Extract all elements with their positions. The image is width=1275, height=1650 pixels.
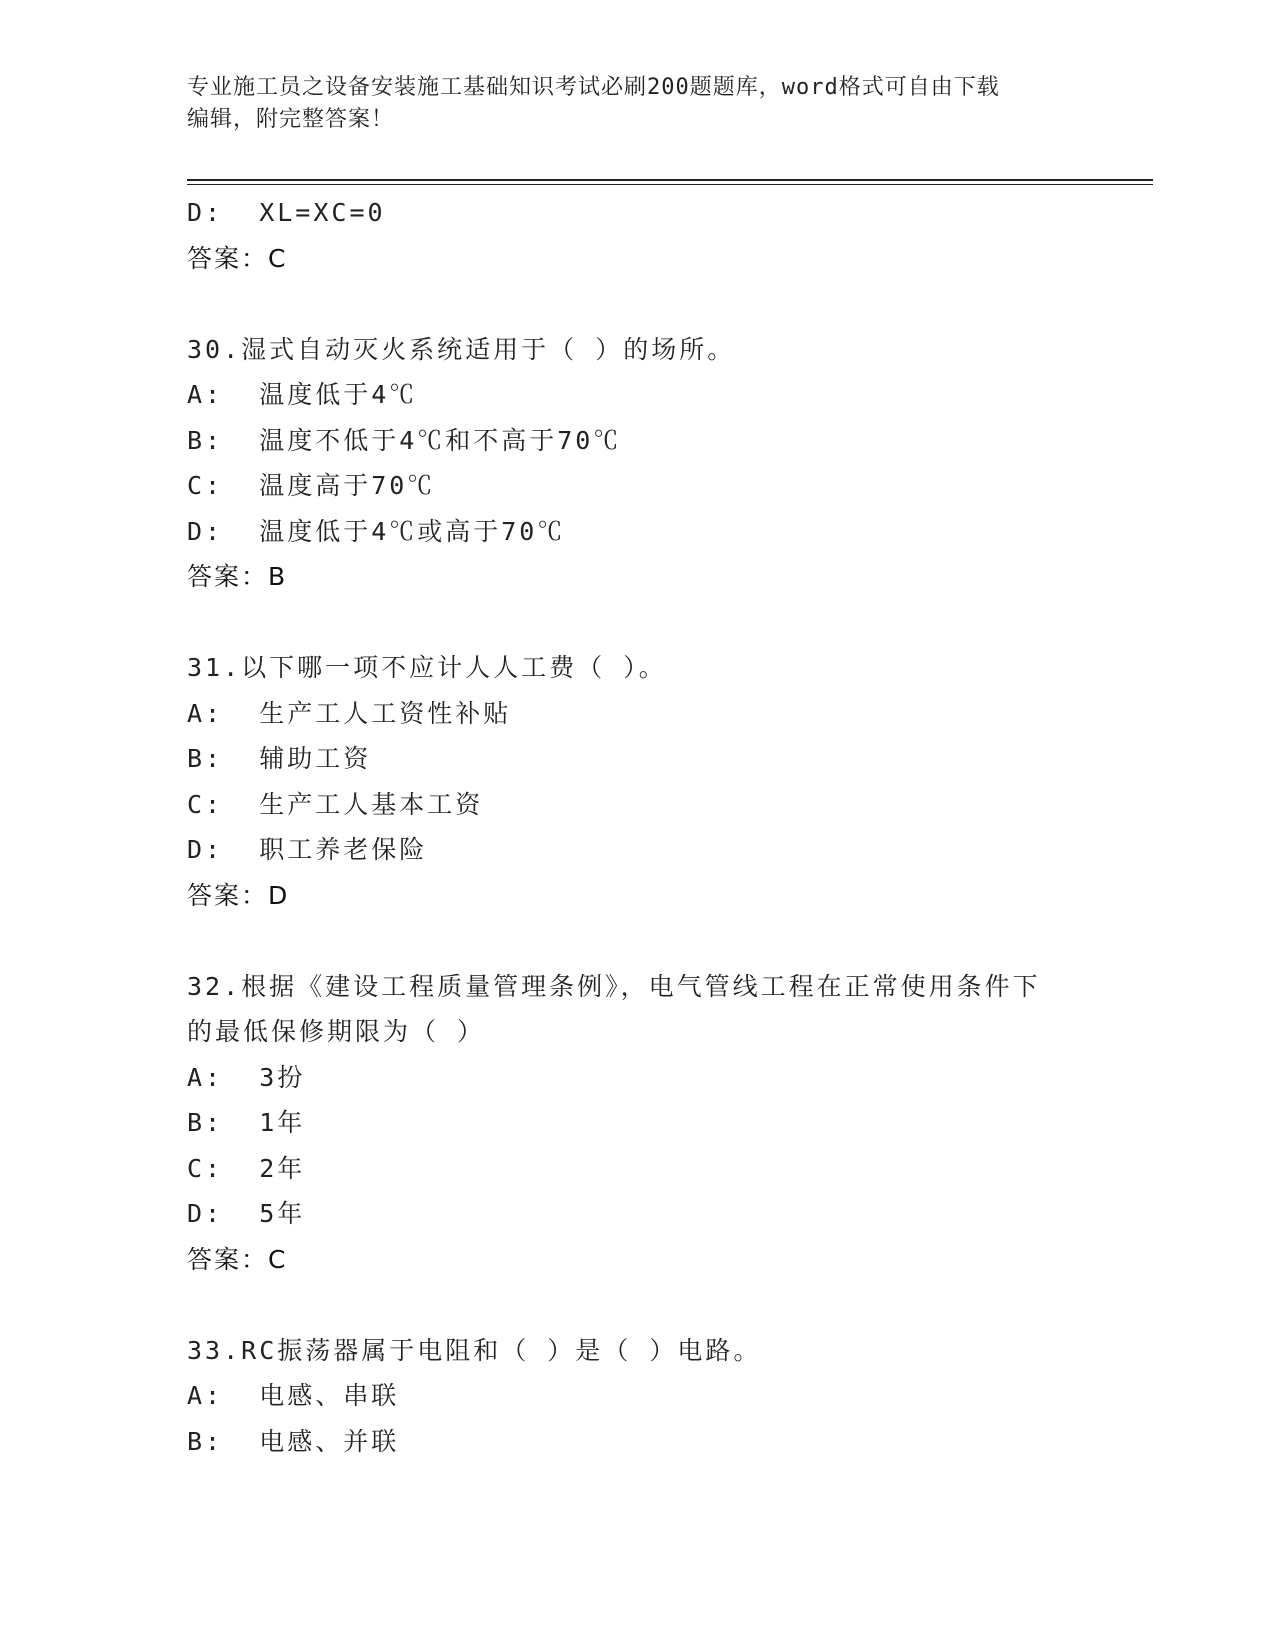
option-b: B: 1年 bbox=[187, 1108, 306, 1137]
spacer bbox=[187, 918, 1117, 964]
question-30 bbox=[187, 327, 1117, 600]
option-b: B: 温度不低于4℃和不高于70℃ bbox=[187, 425, 622, 455]
answer-line: 答案：C bbox=[187, 1244, 288, 1274]
spacer bbox=[187, 600, 1117, 646]
option-d: D: 5年 bbox=[187, 1199, 306, 1228]
option-a: A: 电感、串联 bbox=[187, 1381, 400, 1410]
question-stem: 30.湿式自动灭火系统适用于（ ）的场所。 bbox=[187, 334, 736, 364]
option-b: B: 辅助工资 bbox=[187, 744, 372, 773]
question-list bbox=[187, 190, 1117, 1464]
previous-question-tail bbox=[187, 190, 1117, 281]
option-c: C: 2年 bbox=[187, 1153, 306, 1183]
answer-line: 答案：B bbox=[187, 562, 288, 591]
answer-line: 答案：C bbox=[187, 243, 288, 273]
option-c: C: 温度高于70℃ bbox=[187, 471, 436, 500]
option-c: C: 生产工人基本工资 bbox=[187, 789, 484, 819]
question-stem-line1: 32.根据《建设工程质量管理条例》，电气管线工程在正常使用条件下 bbox=[187, 971, 1041, 1001]
option-a: A: 生产工人工资性补贴 bbox=[187, 698, 512, 728]
question-stem: 33.RC振荡器属于电阻和（ ）是（ ）电路。 bbox=[187, 1335, 762, 1365]
spacer bbox=[187, 1282, 1117, 1328]
answer-line: 答案：D bbox=[187, 880, 290, 910]
header-divider-thick bbox=[187, 179, 1153, 181]
question-stem: 31.以下哪一项不应计人人工费（ ）。 bbox=[187, 653, 667, 682]
header-divider-thin bbox=[187, 184, 1153, 185]
document-header bbox=[187, 72, 1067, 136]
option-a: A: 3扮 bbox=[187, 1062, 306, 1092]
header-title-line1: 专业施工员之设备安装施工基础知识考试必刷200题题库，word格式可自由下载 bbox=[187, 75, 1000, 100]
question-33 bbox=[187, 1328, 1117, 1465]
option-d: D: 职工养老保险 bbox=[187, 835, 428, 864]
option-d: D: 温度低于4℃或高于70℃ bbox=[187, 516, 566, 546]
option-a: A: 温度低于4℃ bbox=[187, 380, 418, 409]
question-32 bbox=[187, 964, 1117, 1283]
question-stem-line2: 的最低保修期限为（ ） bbox=[187, 1017, 486, 1046]
option-b: B: 电感、并联 bbox=[187, 1426, 400, 1456]
option-d: D: XL=XC=0 bbox=[187, 198, 386, 227]
header-title-line2: 编辑，附完整答案！ bbox=[187, 107, 395, 132]
spacer bbox=[187, 281, 1117, 327]
question-31 bbox=[187, 645, 1117, 918]
